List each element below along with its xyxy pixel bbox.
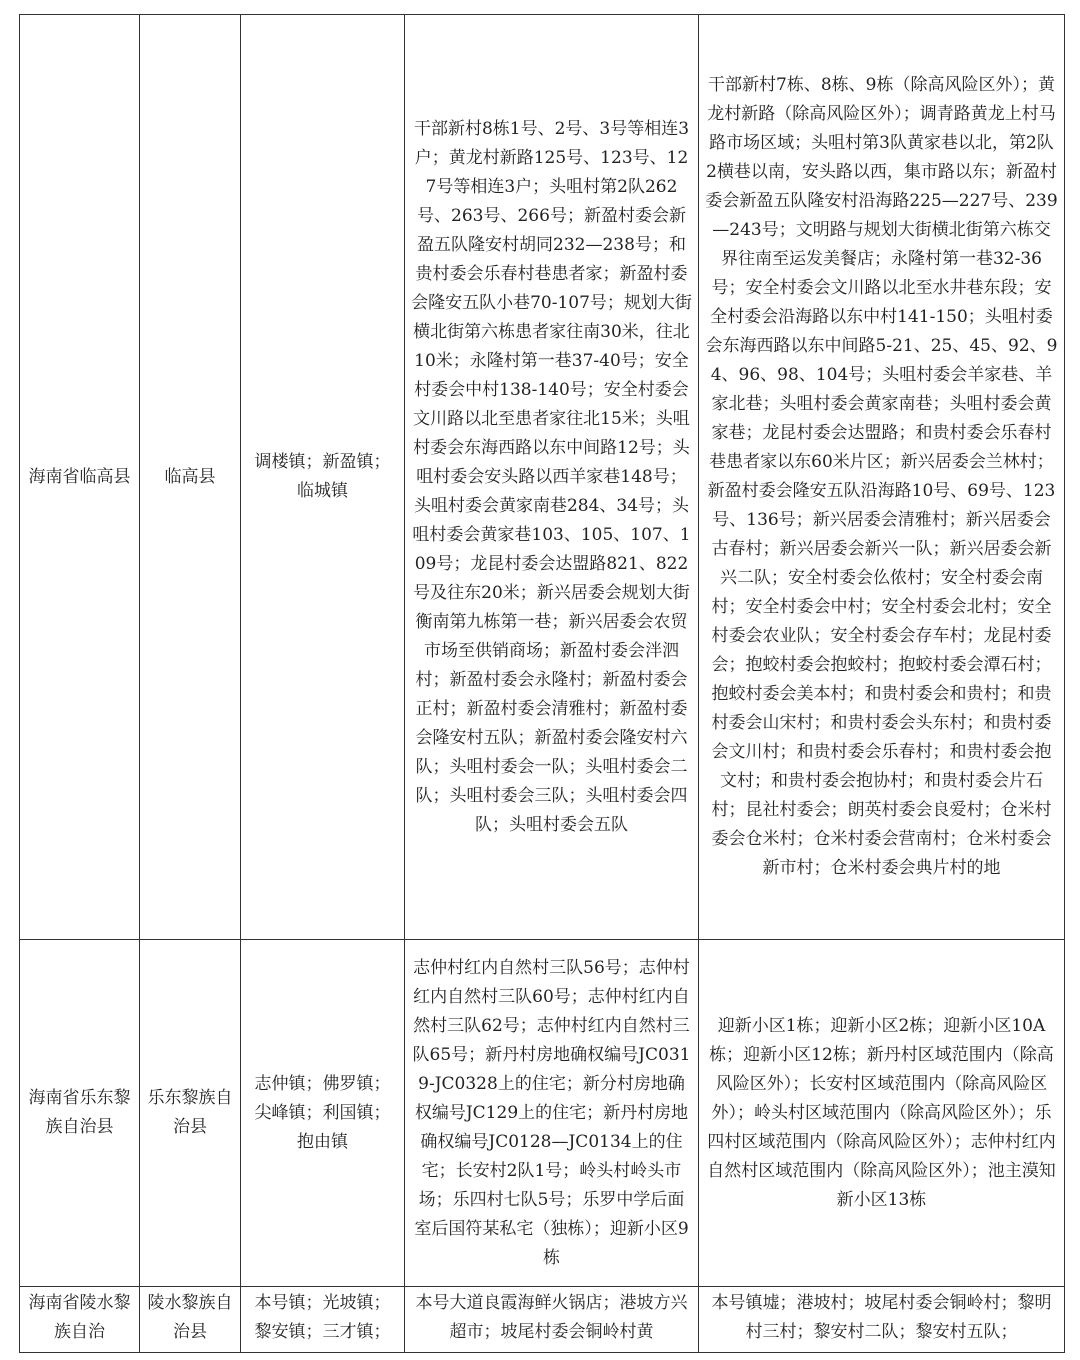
risk-area-table <box>19 14 1065 1353</box>
towns-cell: 志仲镇；佛罗镇；尖峰镇；利国镇；抱由镇 <box>241 940 405 1287</box>
province-cell: 海南省陵水黎族自治 <box>20 1287 140 1353</box>
province-cell: 海南省临高县 <box>20 15 140 940</box>
county-cell: 乐东黎族自治县 <box>140 940 241 1287</box>
high-risk-areas-cell: 干部新村8栋1号、2号、3号等相连3户；黄龙村新路125号、123号、127号等相连3户；头咀村第2队262号、263号、266号；新盈村委会新盈五队隆安村胡同232—238号；和贵村委会乐春村巷患者家；新盈村委会隆安五队小巷70-107号；规划大街横北街第六栋患者家往南30米，往北10米；永隆村第一巷37-40号；安全村委会中村138-140号；安全村委会文川路以北至患者家往北15米；头咀村委会东海西路以东中间路12号；头咀村委会安头路以西羊家巷148号；头咀村委会黄家南巷284、34号；头咀村委会黄家巷103、105、107、109号；龙昆村委会达盟路821、822号及往东20米；新兴居委会规划大街衡南第九栋第一巷；新兴居委会农贸市场至供销商场；新盈村委会泮泗村；新盈村委会永隆村；新盈村委会正村；新盈村委会清雅村；新盈村委会隆安村五队；新盈村委会隆安村六队；头咀村委会一队；头咀村委会二队；头咀村委会三队；头咀村委会四队；头咀村委会五队 <box>405 15 699 940</box>
high-risk-areas-cell: 本号大道良霞海鲜火锅店；港坡方兴超市；坡尾村委会铜岭村黄 <box>405 1287 699 1353</box>
high-risk-areas-cell: 志仲村红内自然村三队56号；志仲村红内自然村三队60号；志仲村红内自然村三队62号；志仲村红内自然村三队65号；新丹村房地确权编号JC0319-JC0328上的住宅；新分村房地确权编号JC129上的住宅；新丹村房地确权编号JC0128—JC0134上的住宅；长安村2队1号；岭头村岭头市场；乐四村七队5号；乐罗中学后面室后国符某私宅（独栋）；迎新小区9栋 <box>405 940 699 1287</box>
medium-risk-areas-cell: 干部新村7栋、8栋、9栋（除高风险区外）；黄龙村新路（除高风险区外）；调青路黄龙上村马路市场区域；头咀村第3队黄家巷以北，第2队2横巷以南，安头路以西，集市路以东；新盈村委会新盈五队隆安村沿海路225—227号、239—243号；文明路与规划大街横北街第六栋交界往南至运发美餐店；永隆村第一巷32-36号；安全村委会文川路以北至水井巷东段；安全村委会沿海路以东中村141-150；头咀村委会东海西路以东中间路5-21、25、45、92、94、96、98、104号；头咀村委会羊家巷、羊家北巷；头咀村委会黄家南巷；头咀村委会黄家巷；龙昆村委会达盟路；和贵村委会乐春村巷患者家以东60米片区；新兴居委会兰林村；新盈村委会隆安五队沿海路10号、69号、123号、136号；新兴居委会清雅村；新兴居委会古春村；新兴居委会新兴一队；新兴居委会新兴二队；安全村委会仫侬村；安全村委会南村；安全村委会中村；安全村委会北村；安全村委会农业队；安全村委会存车村；龙昆村委会；抱蛟村委会抱蛟村；抱蛟村委会潭石村；抱蛟村委会美本村；和贵村委会和贵村；和贵村委会山宋村；和贵村委会头东村；和贵村委会文川村；和贵村委会乐春村；和贵村委会抱文村；和贵村委会抱协村；和贵村委会片石村；昆社村委会；朗英村委会良爱村；仓米村委会仓米村；仓米村委会营南村；仓米村委会新市村；仓米村委会典片村的地 <box>699 15 1065 940</box>
towns-cell: 本号镇；光坡镇；黎安镇；三才镇； <box>241 1287 405 1353</box>
towns-cell: 调楼镇；新盈镇；临城镇 <box>241 15 405 940</box>
table-row <box>20 1287 1065 1353</box>
county-cell: 临高县 <box>140 15 241 940</box>
table-row <box>20 15 1065 940</box>
province-cell: 海南省乐东黎族自治县 <box>20 940 140 1287</box>
medium-risk-areas-cell: 迎新小区1栋；迎新小区2栋；迎新小区10A栋；迎新小区12栋；新丹村区域范围内（除高风险区外）；长安村区域范围内（除高风险区外）；岭头村区域范围内（除高风险区外）；乐四村区域范围内（除高风险区外）；志仲村红内自然村区域范围内（除高风险区外）；池主漠知新小区13栋 <box>699 940 1065 1287</box>
table-row <box>20 940 1065 1287</box>
county-cell: 陵水黎族自治县 <box>140 1287 241 1353</box>
medium-risk-areas-cell: 本号镇墟；港坡村；坡尾村委会铜岭村；黎明村三村；黎安村二队；黎安村五队； <box>699 1287 1065 1353</box>
